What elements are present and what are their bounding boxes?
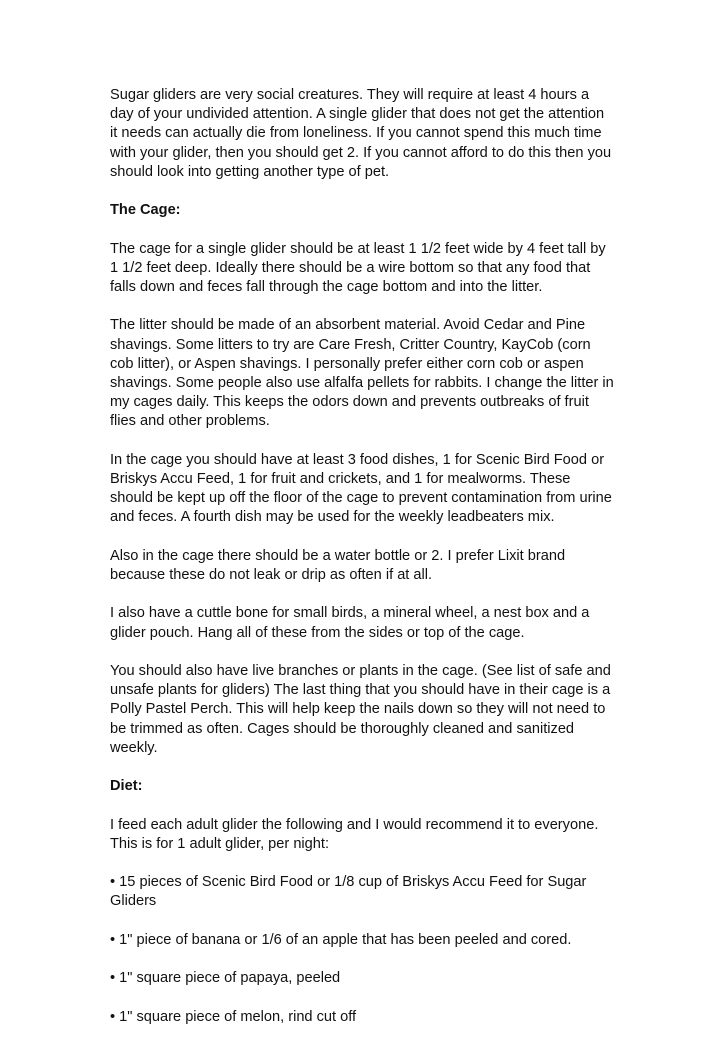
text-line: flies and other problems. [110, 413, 270, 430]
paragraph-cage-size [110, 240, 630, 298]
paragraph-diet-intro [110, 816, 630, 854]
text-line: I also have a cuttle bone for small birds, a mineral wheel, a nest box and a [110, 605, 590, 622]
text-line: should be kept up off the floor of the cage to prevent contamination from urine [110, 490, 612, 507]
paragraph-intro [110, 86, 630, 182]
text-line: it needs can actually die from loneliness. If you cannot spend this much time [110, 125, 602, 142]
text-line: shavings. Some people also use alfalfa pellets for rabbits. I change the litter in [110, 375, 614, 391]
list-item-bird-food [110, 873, 630, 911]
text-line: because these do not leak or drip as often if at all. [110, 567, 433, 583]
text-line: weekly. [110, 739, 158, 756]
text-line: cob litter), or Aspen shavings. I personally prefer either corn cob or aspen [110, 355, 584, 372]
paragraph-water-bottle [110, 547, 630, 585]
heading-text: The Cage: [110, 202, 181, 219]
text-line: Also in the cage there should be a water bottle or 2. I prefer Lixit brand [110, 547, 566, 564]
text-line: and feces. A fourth dish may be used for the weekly leadbeaters mix. [110, 509, 555, 526]
list-item-melon [110, 1008, 630, 1027]
text-line: should look into getting another type of pet. [110, 163, 390, 180]
text-line: You should also have live branches or plants in the cage. (See list of safe and [110, 662, 611, 679]
text-line: • 1" piece of banana or 1/6 of an apple that has been peeled and cored. [110, 931, 572, 948]
text-line: day of your undivided attention. A single glider that does not get the attention [110, 106, 605, 123]
text-line: This is for 1 adult glider, per night: [110, 835, 330, 852]
text-line: The cage for a single glider should be at least 1 1/2 feet wide by 4 feet tall by [110, 240, 606, 257]
text-line: • 1" square piece of papaya, peeled [110, 970, 341, 987]
text-line: The litter should be made of an absorbent material. Avoid Cedar and Pine [110, 317, 586, 334]
text-line: falls down and feces fall through the cage bottom and into the litter. [110, 279, 543, 295]
paragraph-branches [110, 662, 630, 758]
text-line: unsafe plants for gliders) The last thing that you should have in their cage is a [110, 682, 611, 699]
list-item-papaya [110, 969, 630, 988]
paragraph-food-dishes [110, 451, 630, 528]
text-line: shavings. Some litters to try are Care Fresh, Critter Country, KayCob (corn [110, 336, 591, 353]
text-line: Polly Pastel Perch. This will help keep the nails down so they will not need to [110, 701, 606, 718]
heading-text: Diet: [110, 778, 143, 795]
document-body [110, 86, 630, 1046]
section-heading-cage [110, 201, 630, 220]
text-line: Sugar gliders are very social creatures. They will require at least 4 hours a [110, 87, 590, 103]
text-line: • 15 pieces of Scenic Bird Food or 1/8 cup of Briskys Accu Feed for Sugar [110, 874, 587, 891]
text-line: be trimmed as often. Cages should be thoroughly cleaned and sanitized [110, 720, 575, 737]
text-line: my cages daily. This keeps the odors down and prevents outbreaks of fruit [110, 394, 589, 411]
text-line: • 1" square piece of melon, rind cut off [110, 1008, 357, 1025]
text-line: 1 1/2 feet deep. Ideally there should be a wire bottom so that any food that [110, 259, 591, 276]
text-line: I feed each adult glider the following and I would recommend it to everyone. [110, 816, 599, 833]
text-line: Gliders [110, 893, 157, 910]
text-line: Briskys Accu Feed, 1 for fruit and crickets, and 1 for mealworms. These [110, 471, 571, 487]
text-line: In the cage you should have at least 3 food dishes, 1 for Scenic Bird Food or [110, 451, 605, 468]
paragraph-accessories [110, 604, 630, 642]
list-item-banana [110, 931, 630, 950]
text-line: with your glider, then you should get 2. If you cannot afford to do this then you [110, 144, 612, 161]
text-line: glider pouch. Hang all of these from the sides or top of the cage. [110, 624, 525, 641]
section-heading-diet [110, 777, 630, 796]
paragraph-litter [110, 316, 630, 431]
